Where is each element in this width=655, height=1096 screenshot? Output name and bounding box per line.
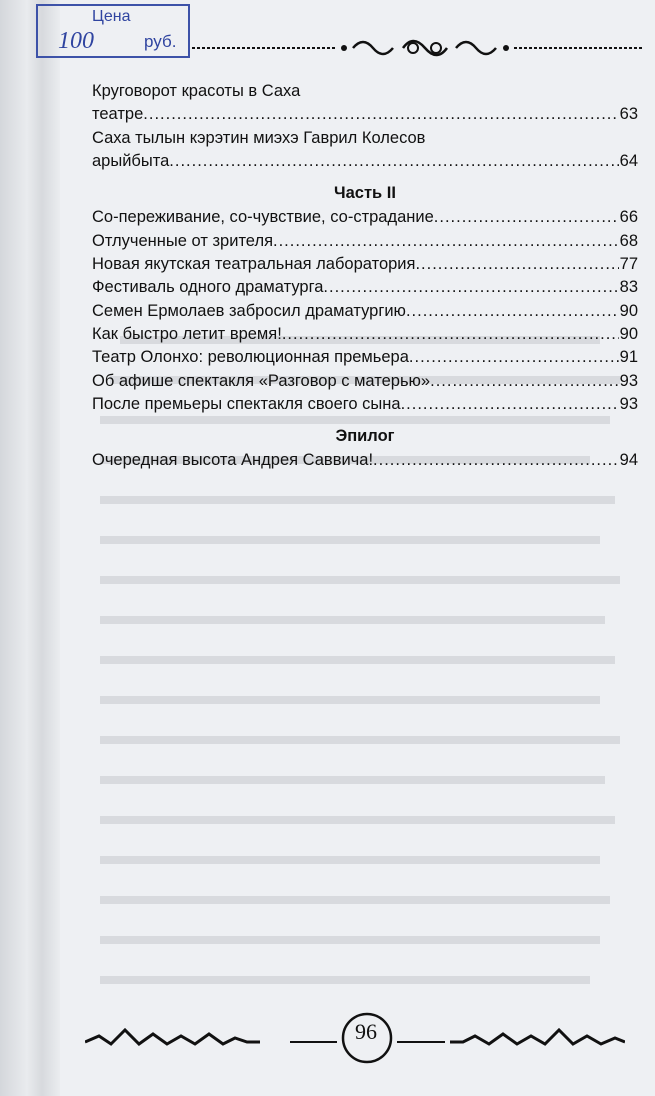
toc-entry-title: Фестиваль одного драматурга	[92, 278, 324, 297]
dot-leader	[430, 370, 619, 393]
toc-entry[interactable]	[92, 346, 638, 369]
toc-entry-row	[92, 150, 638, 173]
scroll-ornament-icon	[188, 28, 648, 68]
toc-entry[interactable]	[92, 300, 638, 323]
dot-leader	[373, 449, 619, 472]
toc-entry-title: После премьеры спектакля своего сына	[92, 394, 401, 413]
toc-page-number: 77	[619, 255, 638, 274]
dot-leader	[273, 230, 619, 253]
toc-entry-row	[92, 323, 638, 346]
page-number: 96	[355, 1019, 377, 1044]
toc-entry-row	[92, 103, 638, 126]
toc-page-number: 63	[619, 105, 638, 124]
toc-entry-title: Новая якутская театральная лаборатория	[92, 255, 416, 274]
dot-leader	[434, 206, 619, 229]
dot-leader	[406, 300, 619, 323]
toc-entry-row	[92, 393, 638, 416]
toc-page-number: 68	[619, 231, 638, 250]
toc-page-number: 93	[619, 371, 638, 390]
toc-page-number: 93	[619, 394, 638, 413]
dot-leader	[415, 253, 618, 276]
toc-page-number: 64	[619, 151, 638, 170]
toc-entry-row	[92, 449, 638, 472]
toc-entry-row	[92, 346, 638, 369]
toc-entry[interactable]	[92, 253, 638, 276]
toc-entry-title: Как быстро летит время!	[92, 324, 282, 343]
toc-entry-row	[92, 370, 638, 393]
toc-entry-title: Семен Ермолаев забросил драматургию	[92, 301, 406, 320]
toc-entry-title: Со-переживание, со-чувствие, со-страдание	[92, 208, 434, 227]
toc-entry-title-line: Круговорот красоты в Саха	[92, 82, 301, 100]
toc-page-number: 90	[619, 301, 638, 320]
dot-leader	[409, 346, 619, 369]
toc-entry-row	[92, 276, 638, 299]
toc-entry[interactable]	[92, 393, 638, 416]
toc-entry-title: театре	[92, 105, 144, 124]
toc-entry[interactable]	[92, 449, 638, 472]
toc-page-number: 66	[619, 208, 638, 227]
toc-entry[interactable]	[92, 276, 638, 299]
toc-entry-row	[92, 230, 638, 253]
toc-entry-title: арыйбыта	[92, 151, 170, 170]
price-label: Цена	[92, 8, 131, 25]
dot-leader	[169, 150, 618, 173]
dot-leader	[282, 323, 619, 346]
toc-page-number: 94	[619, 451, 638, 470]
price-value: 100	[58, 28, 94, 54]
toc-page-number: 91	[619, 348, 638, 367]
toc-entry-title-line: Саха тылын кэрэтин миэхэ Гаврил Колесов	[92, 128, 426, 147]
toc-entry-row	[92, 300, 638, 323]
toc-entry[interactable]	[92, 370, 638, 393]
toc-entry[interactable]	[92, 80, 638, 127]
dot-leader	[323, 276, 618, 299]
dot-leader	[143, 103, 618, 126]
toc-entry-title: Отлученные от зрителя	[92, 231, 274, 250]
toc-page-number: 90	[619, 324, 638, 343]
toc-entry[interactable]	[92, 323, 638, 346]
price-stamp	[36, 4, 190, 58]
toc-entry-row	[92, 253, 638, 276]
section-heading: Часть II	[334, 184, 396, 203]
toc-page-number: 83	[619, 278, 638, 297]
toc-entry[interactable]	[92, 127, 638, 174]
toc-entry[interactable]	[92, 206, 638, 229]
toc-entry-title: Очередная высота Андрея Саввича!	[92, 451, 374, 470]
toc-entry-row	[92, 206, 638, 229]
toc-entry-title: Об афише спектакля «Разговор с матерью»	[92, 371, 431, 390]
price-currency: руб.	[144, 32, 177, 51]
section-heading: Эпилог	[335, 427, 395, 446]
table-of-contents	[92, 80, 638, 473]
dot-leader	[401, 393, 619, 416]
toc-entry[interactable]	[92, 230, 638, 253]
toc-entry-title: Театр Олонхо: революционная премьера	[92, 348, 409, 367]
